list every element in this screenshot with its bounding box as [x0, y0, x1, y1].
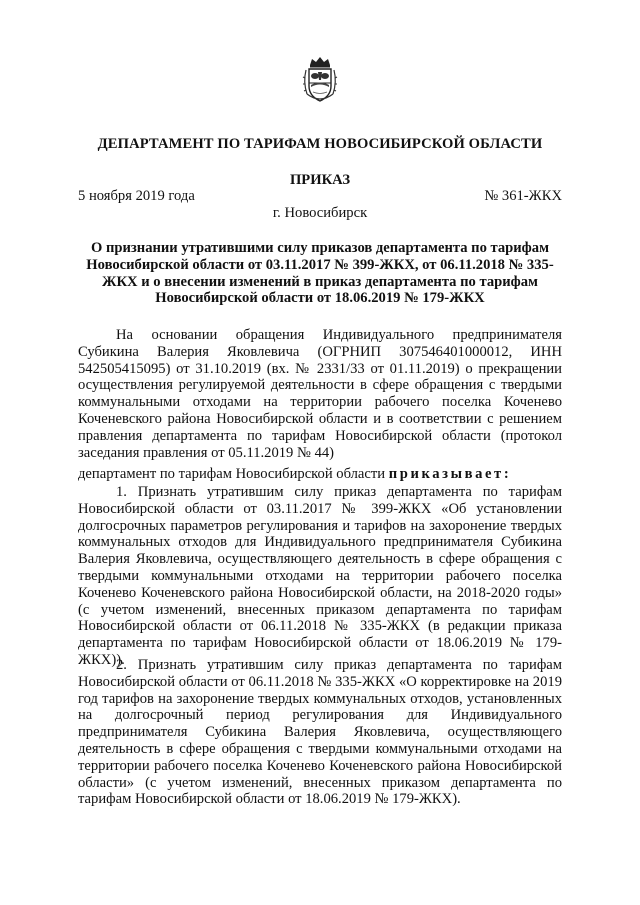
order-item-1: 1. Признать утратившим силу приказ департамента по тарифам Новосибирской области от 03.11.2017 № 399-ЖКХ «Об установлении долгосрочных параметров регулирования и тарифов на захоронение твердых коммунальных отходов для Индивидуального предпринимателя Субикина Валерия Яковлевича, осуществляющего деятельность в сфере обращения с твердыми коммунальными отходами на территории рабочего поселка Коченево Коченевского района Новосибирской области, на 2018-2020 годы» (с учетом изменений, внесенных приказом департамента по тарифам Новосибирской области от 06.11.2018 № 335-ЖКХ (в редакции приказа департамента по тарифам Новосибирской области от 18.06.2019 № 179-ЖКХ)). [78, 484, 562, 668]
orders-line [78, 466, 562, 483]
orders-lead: департамент по тарифам Новосибирской области [78, 466, 386, 482]
novosibirsk-coat-of-arms-icon [301, 56, 339, 104]
order-date: 5 ноября 2019 года [78, 188, 195, 204]
order-city: г. Новосибирск [272, 205, 368, 221]
order-item-2: 2. Признать утратившим силу приказ департамента по тарифам Новосибирской области от 06.11.2018 № 335-ЖКХ «О корректировке на 2019 год тарифов на захоронение твердых коммунальных отходов, установленных на долгосрочный период регулирования для Индивидуального предпринимателя Субикина Валерия Яковлевича, осуществляющего деятельность в сфере обращения с твердыми коммунальными отходами на территории рабочего поселка Коченево Коченевского района Новосибирской области» (с учетом изменений, внесенных приказом департамента по тарифам Новосибирской области от 18.06.2019 № 179-ЖКХ). [78, 657, 562, 808]
preamble-paragraph: На основании обращения Индивидуального предпринимателя Субикина Валерия Яковлевича (ОГРНИП 307546401000012, ИНН 542505415095) от 31.10.2019 (вх. № 2331/33 от 01.11.2019) о прекращении осуществления регулируемой деятельности в сфере обращения с твердыми коммунальными отходами на территории рабочего поселка Коченево Коченевского района Новосибирской области и в соответствии с решением правления департамента по тарифам Новосибирской области (протокол заседания правления от 05.11.2019 № 44) [78, 327, 562, 461]
orders-word: приказывает: [388, 466, 512, 482]
document-type: ПРИКАЗ [289, 172, 351, 188]
order-subject: О признании утратившими силу приказов департамента по тарифам Новосибирской области от 03.11.2017 № 399-ЖКХ, от 06.11.2018 № 335-ЖКХ и о внесении изменений в приказ департамента по тарифам Новосибирской области от 18.06.2019 № 179-ЖКХ [86, 240, 554, 307]
department-name: ДЕПАРТАМЕНТ ПО ТАРИФАМ НОВОСИБИРСКОЙ ОБЛАСТИ [97, 136, 543, 152]
order-number: № 361-ЖКХ [484, 188, 562, 204]
